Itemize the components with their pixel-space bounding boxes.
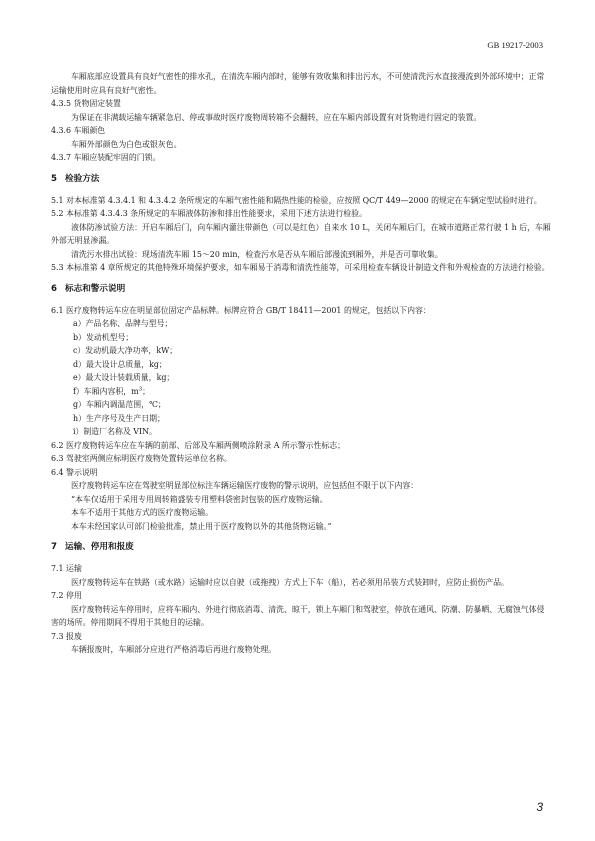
list-item: c）发动机最大净功率，kW； [73,346,178,355]
page-number: 3 [536,800,543,814]
section-5-title: 检验方法 [65,173,100,184]
paragraph-5-2-drain-test: 清洗污水排出试验：现场清洗车厢 15～20 min，检查污水是否从车厢后部漫流到厢外，并是否可靠收集。 [71,249,443,259]
list-item: i）制造厂名称及 VIN。 [73,427,157,436]
page-content [51,70,551,657]
list-item: d）最大设计总质量，kg； [73,359,167,369]
superscript-3: 3 [138,385,143,392]
list-item-volume-text: f）车厢内容积，m [73,386,139,396]
list-item-volume [51,385,551,399]
list-item: h）生产序号及生产日期； [73,413,165,423]
standard-number: GB 19217-2003 [487,40,543,50]
paragraph-5-2-leak-test: 液体防渗试验方法：开启车厢后门，向车厢内灌注带颜色（可以是红色）自来水 10 L，关闭车厢后门，在城市道路正常行驶 1 h 后，车厢外部无明显渗漏。 [51,222,551,245]
list-item: a）产品名称、品牌与型号； [73,319,173,328]
section-7-title: 运输、停用和报废 [65,542,134,552]
paragraph-7-2: 医疗废物转运车停用时，应将车厢内、外进行彻底消毒、清洗、晾干，锁上车厢门和驾驶室，停放在通风、防潮、防暴晒、无腐蚀气体侵害的场所。停用期间不得用于其他目的运输。 [51,604,545,627]
warning-quote-line-1: “本车仅适用于采用专用周转箱盛装专用塑料袋密封包装的医疗废物运输。 [71,494,328,504]
paragraph-5-2: 5.2 本标准第 4.3.4.3 条所规定的车厢液体防渗和排出性能要求，采用下述方法进行检验。 [51,209,367,218]
paragraph-5-3: 5.3 本标准第 4 章所规定的其他特殊环境保护要求，如车厢易于消毒和清洗性能等，可采用检查车辆设计制造文件和外观检查的方法进行检验。 [51,263,550,272]
list-item: b）发动机型号； [73,332,134,342]
paragraph-6-3: 6.3 驾驶室两侧应标明医疗废物处置转运单位名称。 [51,454,232,463]
paragraph-4-3-4-continued: 车厢底部应设置具有良好气密性的排水孔，在清洗车厢内部时，能够有效收集和排出污水，不可使清洗污水直接漫流到外部环境中；正常运输使用时应具有良好气密性。 [51,72,545,95]
heading-4-3-5: 4.3.5 货物固定装置 [51,99,121,108]
paragraph-4-3-6: 车厢外部颜色为白色或银灰色。 [71,139,182,149]
paragraph-6-2: 6.2 医疗废物转运车应在车辆的前部、后部及车厢两侧喷涂附录 A 所示警示性标志； [51,440,346,450]
warning-quote-line-3: 本车未经国家认可部门检验批准，禁止用于医疗废物以外的其他货物运输。” [71,521,332,531]
heading-4-3-7: 4.3.7 车厢应装配牢固的门锁。 [51,153,161,162]
warning-quote-line-2: 本车不适用于其他方式的医疗废物运输。 [71,508,214,517]
section-6-title: 标志和警示说明 [65,283,126,294]
list-item: e）最大设计装载质量，kg； [73,373,175,382]
list-item-volume-tail: ； [142,386,151,396]
section-6-heading [51,283,551,296]
paragraph-4-3-5: 为保证在非满载运输车辆紧急启、停或事故时医疗废物周转箱不会翻转，应在车厢内部设置有对货物进行固定的装置。 [71,112,482,122]
paragraph-5-1: 5.1 对本标准第 4.3.4.1 和 4.3.4.2 条所规定的车厢气密性能和隔热性能的检验，应按照 QC/T 449—2000 的规定在车辆定型试验时进行。 [51,195,542,205]
list-item: g）车厢内调温范围，℃； [73,400,166,409]
section-7-heading [51,541,551,554]
paragraph-7-3: 车辆报废时，车厢部分应进行严格消毒后再进行废物处理。 [71,645,277,654]
section-5-heading [51,173,551,186]
heading-4-3-6: 4.3.6 车厢颜色 [51,126,106,135]
paragraph-6-1: 6.1 医疗废物转运车应在明显部位固定产品标牌。标牌应符合 GB/T 18411—2001 的规定，包括以下内容： [51,305,431,315]
section-6-number: 6 [51,283,57,294]
heading-7-2: 7.2 停用 [51,591,82,600]
paragraph-7-1: 医疗废物转运车在铁路（或水路）运输时应以自驶（或拖拽）方式上下车（船），若必须用吊装方式装卸时，应防止损伤产品。 [71,577,509,587]
section-7-number: 7 [51,542,57,552]
heading-6-4: 6.4 警示说明 [51,467,98,477]
section-5-number: 5 [51,173,57,184]
heading-7-3: 7.3 报废 [51,631,82,641]
heading-7-1: 7.1 运输 [51,564,82,573]
paragraph-6-4: 医疗废物转运车应在驾驶室明显部位标注车辆运输医疗废物的警示说明，应包括但不限于以下内容： [71,481,419,490]
